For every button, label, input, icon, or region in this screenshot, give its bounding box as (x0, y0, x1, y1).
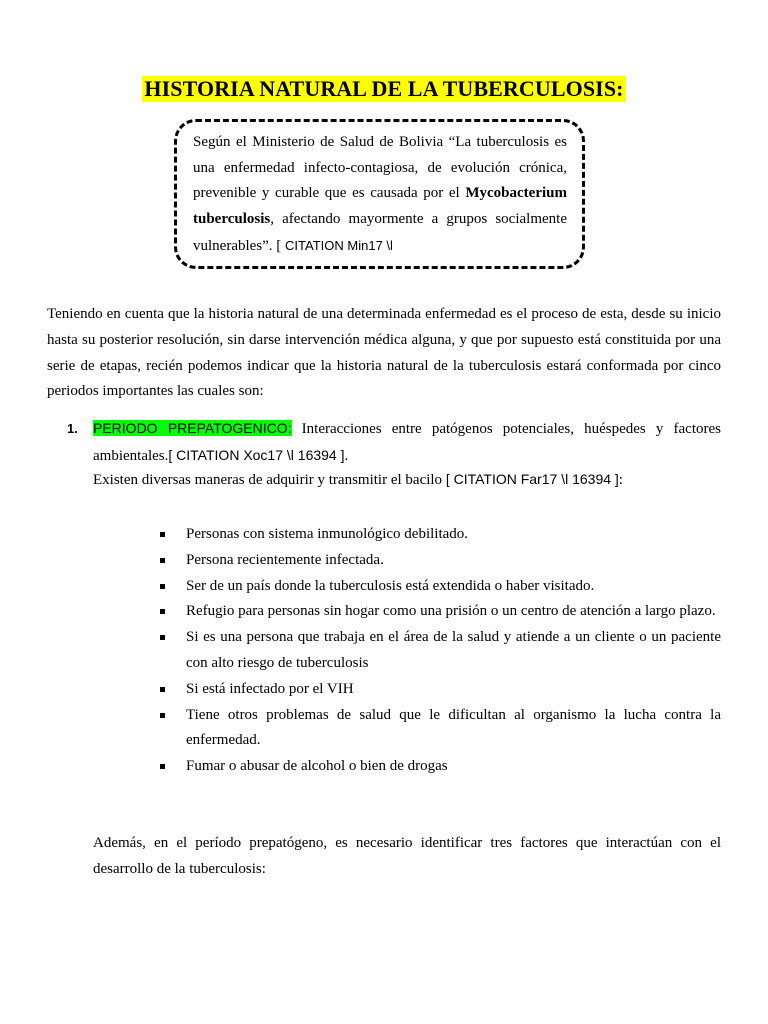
quote-bold-term: Mycobacterium tuberculosis (193, 185, 567, 228)
transmission-intro-after: : (618, 472, 623, 488)
square-bullet-icon (160, 713, 165, 718)
square-bullet-icon (160, 558, 165, 563)
list-item (158, 625, 721, 677)
square-bullet-icon (160, 635, 165, 640)
quote-citation: CITATION Min17 \l (285, 237, 393, 253)
transmission-intro-text: Existen diversas maneras de adquirir y transmitir el bacilo (93, 472, 446, 488)
list-item (158, 548, 721, 574)
title-container (0, 76, 768, 102)
list-item-text: Personas con sistema inmunológico debilitado. (186, 526, 469, 542)
quote-text-before: Según el Ministerio de Salud de Bolivia “La tuberculosis es una enfermedad infecto-contagiosa, de evolución crónica, prevenible y curable que es causada por el (193, 134, 567, 202)
list-item (158, 574, 721, 600)
square-bullet-icon (160, 764, 165, 769)
list-item (158, 703, 721, 755)
transmission-intro (93, 467, 721, 494)
list-item-text: Ser de un país donde la tuberculosis está extendida o haber visitado. (186, 577, 595, 594)
page-title: HISTORIA NATURAL DE LA TUBERCULOSIS: (144, 76, 624, 101)
period-1-after-citation: . (344, 447, 349, 464)
list-item (158, 677, 721, 703)
list-item (158, 522, 721, 548)
risk-factors-list (158, 522, 721, 780)
period-1-number: 1. (67, 421, 78, 436)
list-item-text: Fumar o abusar de alcohol o bien de drogas (186, 758, 448, 775)
list-item-text: Si es una persona que trabaja en el área de la salud y atiende a un cliente o un paciente con alto riesgo de tuberculosis (186, 629, 721, 671)
period-1-text: Interacciones entre patógenos potenciales, huéspedes y factores ambientales. (93, 421, 721, 464)
square-bullet-icon (160, 532, 165, 537)
square-bullet-icon (160, 609, 165, 614)
intro-paragraph: Teniendo en cuenta que la historia natural de una determinada enfermedad es el proceso de esta, desde su inicio hasta su posterior resolución, sin darse intervención médica alguna, y que por supuesto está constituida por una serie de etapas, recién podemos indicar que la historia natural de la tuberculosis estará conformada por cinco periodos importantes las cuales son: (47, 306, 721, 400)
quote-text (193, 130, 567, 260)
period-1-citation: [ CITATION Xoc17 \l 16394 ] (168, 446, 345, 463)
quote-text-after: , afectando mayormente a grupos socialmente vulnerables”. [ (193, 211, 567, 254)
list-item (158, 599, 721, 625)
period-1-item (47, 416, 721, 470)
period-1-heading: PERIODO PREPATOGENICO: (93, 420, 292, 436)
period-1-body (93, 416, 721, 470)
list-item (158, 754, 721, 780)
square-bullet-icon (160, 584, 165, 589)
square-bullet-icon (160, 687, 165, 692)
closing-paragraph: Además, en el período prepatógeno, es necesario identificar tres factores que interactúan con el desarrollo de la tuberculosis: (93, 835, 721, 877)
list-item-text: Persona recientemente infectada. (186, 551, 384, 568)
transmission-citation: [ CITATION Far17 \l 16394 ] (445, 471, 619, 487)
list-item-text: Refugio para personas sin hogar como una prisión o un centro de atención a largo plazo. (186, 603, 716, 620)
list-item-text: Tiene otros problemas de salud que le dificultan al organismo la lucha contra la enfermedad. (186, 706, 721, 749)
list-item-text: Si está infectado por el VIH (186, 680, 354, 697)
